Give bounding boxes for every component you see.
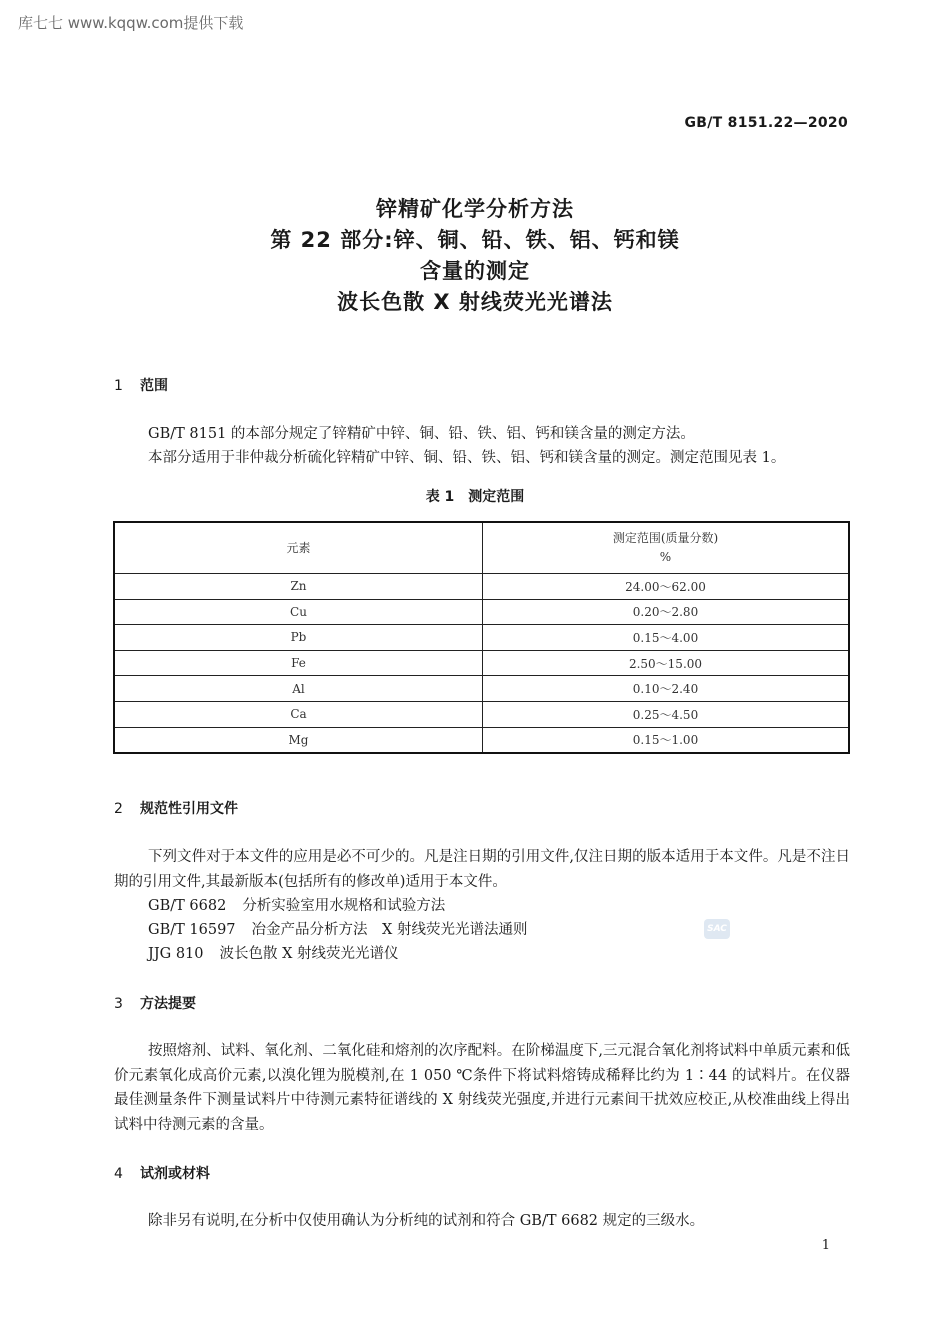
section-title: 方法提要: [140, 996, 196, 1012]
range-cell: 0.20～2.80: [483, 599, 850, 625]
reference-item: [148, 894, 445, 915]
section-4-heading: [114, 1163, 210, 1183]
section-number: 1: [114, 378, 123, 394]
table-row: [114, 574, 849, 600]
section-1-heading: [114, 375, 168, 395]
reference-code: JJG 810: [148, 946, 204, 962]
reference-title: 冶金产品分析方法 X 射线荧光光谱法通则: [251, 922, 528, 938]
watermark-text: 库七七 www.kqqw.com提供下载: [18, 14, 244, 32]
section-1-paragraph-2: 本部分适用于非仲裁分析硫化锌精矿中锌、铜、铅、铁、铝、钙和镁含量的测定。测定范围见表 1。: [148, 450, 786, 466]
section-title: 范围: [140, 378, 168, 394]
reference-code: GB/T 16597: [148, 922, 236, 938]
section-title: 试剂或材料: [140, 1166, 210, 1182]
range-table: [113, 521, 850, 754]
title-line-3: 含量的测定: [420, 259, 530, 283]
range-cell: 0.25～4.50: [483, 701, 850, 727]
standard-code: GB/T 8151.22—2020: [684, 115, 848, 131]
sac-logo: SAC: [704, 919, 730, 939]
table-caption: 表 1 测定范围: [425, 489, 525, 505]
reference-item: [148, 942, 399, 963]
range-cell: 24.00～62.00: [483, 574, 850, 600]
section-number: 2: [114, 801, 123, 817]
section-3-paragraph-1: 按照熔剂、试料、氧化剂、二氧化硅和熔剂的次序配料。在阶梯温度下,三元混合氧化剂将试料中单质元素和低价元素氧化成高价元素,以溴化锂为脱模剂,在 1 050 ℃条件下将试料熔铸成稀释比约为 1∶44 的试料片。在仪器最佳测量条件下测量试料片中待测元素特征谱线的 X 射线荧光强度,并进行元素间干扰效应校正,从校准曲线上得出试料中待测元素的含量。: [114, 1043, 850, 1133]
title-line-1: 锌精矿化学分析方法: [376, 197, 574, 221]
element-cell: Mg: [114, 727, 483, 753]
header-range-unit: %: [659, 550, 672, 564]
section-number: 4: [114, 1166, 123, 1182]
table-row: [114, 650, 849, 676]
header-range-label: 测定范围(质量分数): [612, 531, 719, 545]
header-element: 元素: [114, 522, 483, 574]
section-4-paragraph-1: 除非另有说明,在分析中仅使用确认为分析纯的试剂和符合 GB/T 6682 规定的三级水。: [148, 1213, 705, 1229]
range-cell: 0.15～4.00: [483, 625, 850, 651]
title-line-4: 波长色散 X 射线荧光光谱法: [337, 290, 613, 314]
section-3-heading: [114, 993, 196, 1013]
range-cell: 2.50～15.00: [483, 650, 850, 676]
reference-item: [148, 918, 527, 939]
title-line-2: 第 22 部分:锌、铜、铅、铁、铝、钙和镁: [270, 228, 680, 252]
range-cell: 0.10～2.40: [483, 676, 850, 702]
section-2-paragraph-1: 下列文件对于本文件的应用是必不可少的。凡是注日期的引用文件,仅注日期的版本适用于本文件。凡是不注日期的引用文件,其最新版本(包括所有的修改单)适用于本文件。: [114, 849, 850, 890]
header-range: [483, 522, 850, 574]
reference-code: GB/T 6682: [148, 898, 227, 914]
section-2-heading: [114, 798, 238, 818]
table-row: [114, 625, 849, 651]
table-row: [114, 701, 849, 727]
page-number: 1: [821, 1238, 830, 1253]
reference-title: 分析实验室用水规格和试验方法: [242, 898, 446, 914]
element-cell: Ca: [114, 701, 483, 727]
range-cell: 0.15～1.00: [483, 727, 850, 753]
table-row: [114, 599, 849, 625]
table-row: [114, 727, 849, 753]
element-cell: Cu: [114, 599, 483, 625]
element-cell: Al: [114, 676, 483, 702]
document-title: [0, 194, 950, 318]
element-cell: Zn: [114, 574, 483, 600]
table-row: [114, 676, 849, 702]
element-cell: Pb: [114, 625, 483, 651]
table-header-row: [114, 522, 849, 574]
section-title: 规范性引用文件: [140, 801, 238, 817]
element-cell: Fe: [114, 650, 483, 676]
section-1-paragraph-1: GB/T 8151 的本部分规定了锌精矿中锌、铜、铅、铁、铝、钙和镁含量的测定方法。: [148, 426, 695, 442]
section-number: 3: [114, 996, 123, 1012]
reference-title: 波长色散 X 射线荧光光谱仪: [219, 946, 399, 962]
